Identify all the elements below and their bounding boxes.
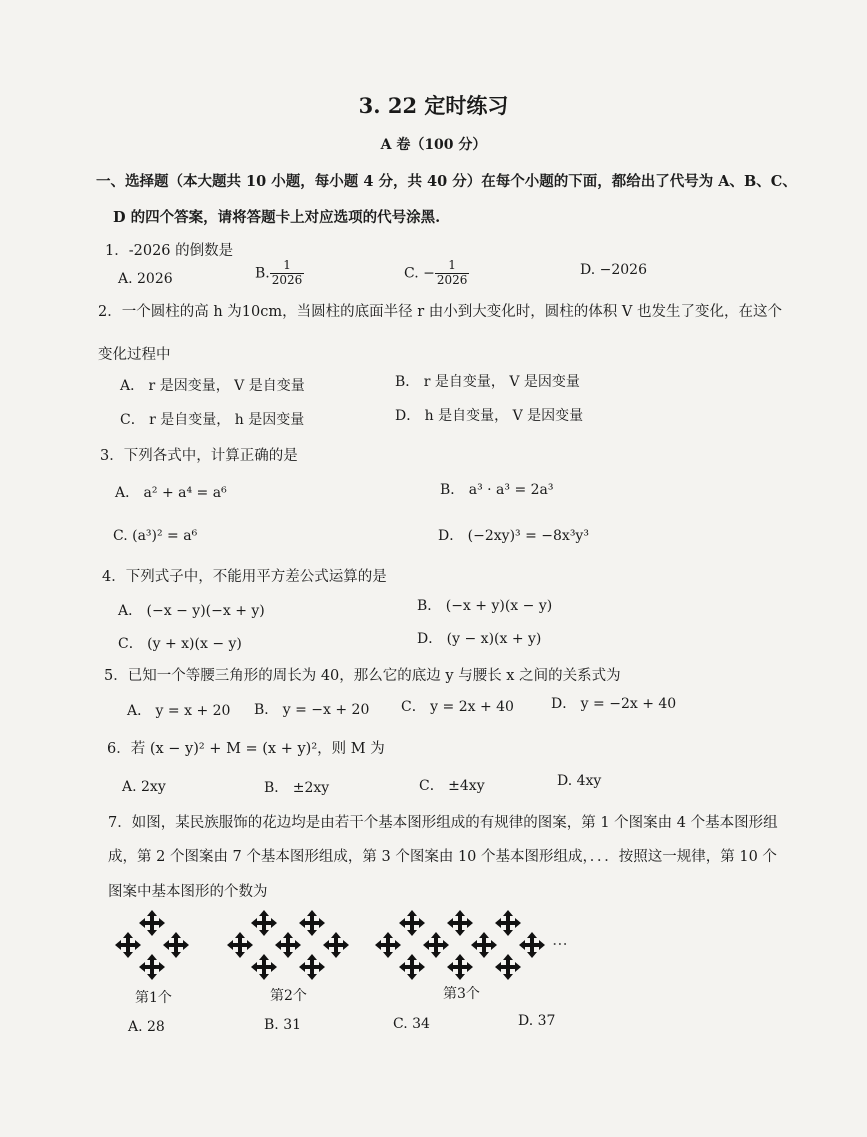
page-subtitle: A 卷（100 分）	[380, 137, 487, 153]
basic-shape	[139, 910, 165, 936]
question-7-stem-line1: 7．如图，某民族服饰的花边均是由若干个基本图形组成的有规律的图案，第 1 个图案由 4 个基本图形组	[108, 815, 778, 831]
fraction	[435, 259, 470, 288]
page-title: 3. 22 定时练习	[358, 93, 509, 118]
question-7-stem-line3: 图案中基本图形的个数为	[108, 884, 268, 900]
question-2-option-d: D． h 是自变量， V 是因变量	[395, 408, 584, 424]
question-4-stem: 4．下列式子中，不能用平方差公式运算的是	[102, 569, 387, 585]
pattern-3-label: 第3个	[443, 986, 480, 1002]
basic-shape	[251, 954, 277, 980]
pattern-2	[227, 910, 349, 980]
question-7-option-d: D. 37	[518, 1013, 556, 1029]
fraction-denominator: 2026	[271, 272, 303, 287]
question-7-option-c: C. 34	[393, 1016, 430, 1032]
question-7-stem-line2: 成，第 2 个图案由 7 个基本图形组成，第 3 个图案由 10 个基本图形组成，．．．按照这一规律，第 10 个	[108, 849, 777, 865]
question-5-option-a: A． y = x + 20	[127, 703, 231, 719]
fraction-numerator: 1	[270, 259, 305, 274]
question-1-option-a: A. 2026	[118, 271, 173, 287]
option-b-prefix: B.	[255, 265, 270, 282]
question-2-stem-line2: 变化过程中	[98, 347, 171, 363]
question-4-option-a: A． (−x − y)(−x + y)	[118, 603, 265, 619]
basic-shape	[323, 932, 349, 958]
basic-shape	[227, 932, 253, 958]
basic-shape	[495, 910, 521, 936]
question-2-option-b: B． r 是自变量， V 是因变量	[395, 374, 580, 390]
question-3-option-d: D． (−2xy)³ = −8x³y³	[438, 528, 589, 544]
question-4-option-d: D． (y − x)(x + y)	[417, 631, 542, 647]
basic-shape	[399, 910, 425, 936]
basic-shape	[495, 954, 521, 980]
question-2-option-c: C． r 是自变量， h 是因变量	[120, 412, 305, 428]
basic-shape	[471, 932, 497, 958]
question-5-option-d: D． y = −2x + 40	[551, 696, 677, 712]
fraction-denominator: 2026	[436, 272, 468, 287]
question-4-option-c: C． (y + x)(x − y)	[118, 636, 242, 652]
basic-shape	[375, 932, 401, 958]
basic-shape	[251, 910, 277, 936]
basic-shape	[447, 910, 473, 936]
question-6-option-a: A. 2xy	[122, 779, 166, 795]
question-7-option-a: A. 28	[128, 1019, 165, 1035]
question-6-stem: 6．若 (x − y)² + M = (x + y)²，则 M 为	[107, 741, 385, 757]
question-4-option-b: B． (−x + y)(x − y)	[417, 598, 553, 614]
section-instructions-line1: 一、选择题（本大题共 10 小题，每小题 4 分，共 40 分）在每个小题的下面，都给出了代号为 A、B、C、	[96, 173, 797, 190]
question-5-option-c: C． y = 2x + 40	[401, 699, 514, 715]
question-6-option-c: C． ±4xy	[419, 778, 485, 794]
section-instructions-line2: D 的四个答案，请将答题卡上对应选项的代号涂黑.	[113, 209, 441, 226]
pattern-1-label: 第1个	[135, 990, 172, 1006]
basic-shape	[299, 954, 325, 980]
question-3-option-c: C. (a³)² = a⁶	[113, 528, 198, 544]
basic-shape	[399, 954, 425, 980]
question-3-option-a: A． a² + a⁴ = a⁶	[115, 485, 227, 501]
option-c-prefix: C. −	[404, 265, 435, 282]
fraction	[270, 259, 305, 288]
basic-shape	[519, 932, 545, 958]
question-6-option-d: D. 4xy	[557, 773, 602, 789]
basic-shape	[115, 932, 141, 958]
question-5-option-b: B． y = −x + 20	[254, 702, 370, 718]
question-6-option-b: B． ±2xy	[264, 780, 330, 796]
pattern-1	[115, 910, 189, 980]
question-5-stem: 5．已知一个等腰三角形的周长为 40，那么它的底边 y 与腰长 x 之间的关系式为	[104, 668, 621, 684]
basic-shape	[447, 954, 473, 980]
question-2-option-a: A． r 是因变量， V 是自变量	[120, 378, 305, 394]
question-3-option-b: B． a³ · a³ = 2a³	[440, 482, 554, 498]
pattern-figure	[105, 905, 585, 987]
pattern-3	[375, 910, 568, 980]
question-2-stem-line1: 2．一个圆柱的高 h 为10cm，当圆柱的底面半径 r 由小到大变化时，圆柱的体积 V 也发生了变化，在这个	[98, 304, 782, 320]
pattern-2-label: 第2个	[270, 988, 307, 1004]
question-1-option-b	[255, 259, 304, 288]
ellipsis-icon: ⋯	[552, 934, 568, 953]
basic-shape	[139, 954, 165, 980]
basic-shape	[299, 910, 325, 936]
question-1-option-d: D. −2026	[580, 262, 647, 278]
fraction-numerator: 1	[435, 259, 470, 274]
question-7-option-b: B. 31	[264, 1017, 302, 1033]
question-1-stem: 1．-2026 的倒数是	[105, 243, 234, 259]
basic-shape	[163, 932, 189, 958]
question-3-stem: 3．下列各式中，计算正确的是	[100, 448, 298, 464]
question-1-option-c	[404, 259, 469, 288]
basic-shape	[423, 932, 449, 958]
basic-shape	[275, 932, 301, 958]
